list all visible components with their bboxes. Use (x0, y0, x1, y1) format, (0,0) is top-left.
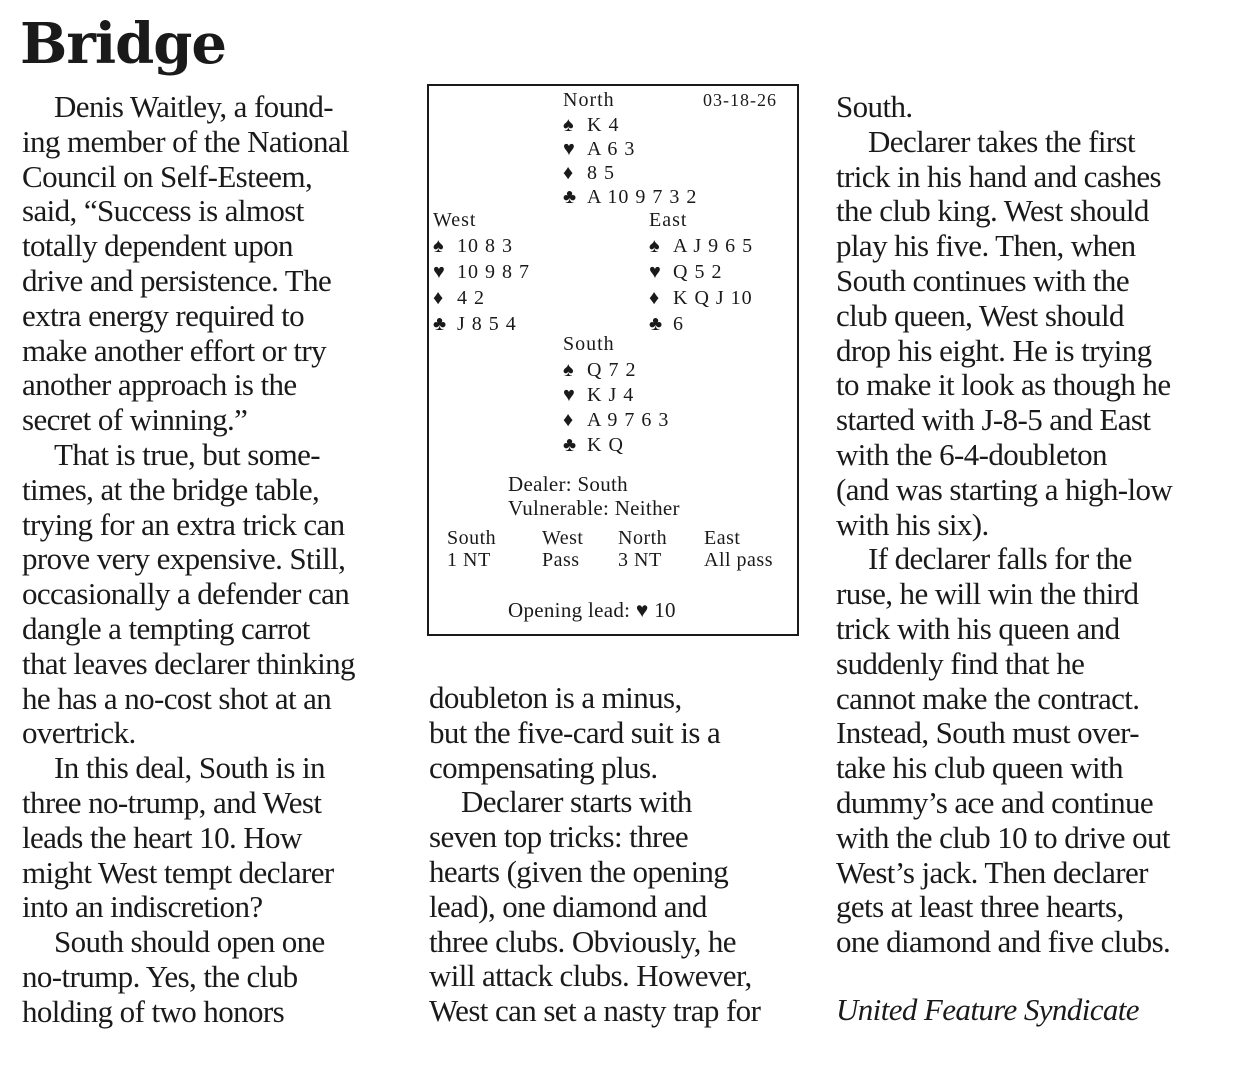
text-line: but the five-card suit is a (429, 714, 721, 750)
spade-icon: ♠ (649, 235, 660, 257)
north-spades-cards: K 4 (587, 114, 620, 136)
north-hearts (563, 137, 635, 161)
auction-bid: 1 NT (447, 549, 491, 571)
west-label: West (433, 209, 477, 231)
diamond-icon: ♦ (563, 409, 574, 431)
text-line: That is true, but some- (54, 436, 321, 472)
text-line: club queen, West should (836, 297, 1124, 333)
opening-lead-label: Opening lead: (508, 598, 631, 622)
text-line: suddenly find that he (836, 645, 1085, 681)
text-line: three no-trump, and West (22, 784, 322, 820)
text-line: dangle a tempting carrot (22, 610, 310, 646)
deal-date: 03-18-26 (703, 90, 777, 110)
text-line: said, “Success is almost (22, 193, 304, 229)
dealer-info: Dealer: South (508, 472, 628, 496)
east-hearts-cards: Q 5 2 (673, 261, 723, 283)
text-line: trick with his queen and (836, 610, 1120, 646)
south-label: South (563, 333, 615, 355)
north-diamonds (563, 161, 615, 185)
south-clubs (563, 433, 624, 457)
text-line: another approach is the (22, 367, 297, 403)
bridge-deal-diagram (427, 84, 799, 636)
diamond-icon: ♦ (433, 287, 444, 309)
text-line: drive and persistence. The (22, 262, 332, 298)
text-line: hearts (given the opening (429, 853, 729, 889)
west-clubs (433, 312, 517, 336)
page-title: Bridge (20, 11, 227, 77)
south-hearts-cards: K J 4 (587, 384, 635, 406)
east-clubs-cards: 6 (673, 313, 684, 335)
text-line: trick in his hand and cashes (836, 158, 1161, 194)
east-spades-cards: A J 9 6 5 (673, 235, 754, 257)
text-line: the club king. West should (836, 193, 1149, 229)
south-hearts (563, 383, 634, 407)
text-line: that leaves declarer thinking (22, 645, 355, 681)
text-line: Council on Self-Esteem, (22, 158, 313, 194)
heart-icon: ♥ (649, 261, 661, 283)
south-clubs-cards: K Q (587, 434, 624, 456)
text-line: with his six). (836, 506, 989, 542)
text-line: Declarer takes the first (868, 123, 1136, 159)
text-line: gets at least three hearts, (836, 889, 1124, 925)
text-line: with the 6-4-doubleton (836, 436, 1107, 472)
east-diamonds-cards: K Q J 10 (673, 287, 753, 309)
text-line: times, at the bridge table, (22, 471, 320, 507)
auction-header-south: South (447, 527, 497, 549)
east-spades (649, 234, 753, 258)
north-clubs-cards: A 10 9 7 3 2 (587, 186, 698, 208)
text-line: compensating plus. (429, 749, 658, 785)
west-clubs-cards: J 8 5 4 (457, 313, 517, 335)
auction-header-west: West (542, 527, 584, 549)
north-label: North (563, 89, 615, 111)
east-hearts (649, 260, 722, 284)
auction-bid: Pass (542, 549, 580, 571)
text-line: make another effort or try (22, 332, 327, 368)
text-line: to make it look as though he (836, 367, 1171, 403)
club-icon: ♣ (563, 186, 577, 208)
text-line: started with J-8-5 and East (836, 402, 1151, 438)
text-line: one diamond and five clubs. (836, 924, 1171, 960)
club-icon: ♣ (563, 434, 577, 456)
text-line: secret of winning.” (22, 402, 248, 438)
text-line: In this deal, South is in (54, 750, 325, 786)
text-line: (and was starting a high-low (836, 471, 1173, 507)
text-line: South continues with the (836, 262, 1129, 298)
spade-icon: ♠ (563, 359, 574, 381)
north-hearts-cards: A 6 3 (587, 138, 636, 160)
west-spades (433, 234, 513, 258)
text-line: Denis Waitley, a found- (54, 89, 333, 124)
text-line: occasionally a defender can (22, 576, 350, 612)
text-line: South should open one (54, 924, 325, 960)
text-line: no-trump. Yes, the club (22, 958, 298, 994)
east-clubs (649, 312, 684, 336)
east-diamonds (649, 286, 753, 310)
club-icon: ♣ (649, 313, 663, 335)
auction-bid: All pass (704, 549, 773, 571)
south-spades (563, 358, 636, 382)
diamond-icon: ♦ (649, 287, 660, 309)
club-icon: ♣ (433, 313, 447, 335)
west-diamonds (433, 286, 485, 310)
article-column-3 (836, 90, 1172, 995)
auction-bid: 3 NT (618, 549, 662, 571)
text-line: take his club queen with (836, 750, 1123, 786)
auction-header-north: North (618, 527, 668, 549)
text-line: totally dependent upon (22, 228, 293, 264)
north-clubs (563, 185, 697, 209)
north-spades (563, 113, 619, 137)
heart-icon: ♥ (635, 598, 649, 622)
spade-icon: ♠ (563, 114, 574, 136)
auction-header-east: East (704, 527, 741, 549)
diamond-icon: ♦ (563, 162, 574, 184)
text-line: prove very expensive. Still, (22, 541, 346, 577)
article-column-2 (429, 681, 760, 1029)
west-hearts-cards: 10 9 8 7 (457, 261, 530, 283)
north-diamonds-cards: 8 5 (587, 162, 615, 184)
west-spades-cards: 10 8 3 (457, 235, 513, 257)
text-line: drop his eight. He is trying (836, 332, 1152, 368)
text-line: three clubs. Obviously, he (429, 923, 736, 959)
heart-icon: ♥ (563, 138, 575, 160)
text-line: ruse, he will win the third (836, 576, 1139, 612)
opening-lead (508, 598, 676, 622)
text-line: cannot make the contract. (836, 680, 1140, 716)
text-line: If declarer falls for the (868, 541, 1132, 577)
south-diamonds-cards: A 9 7 6 3 (587, 409, 670, 431)
text-line: West’s jack. Then declarer (836, 854, 1148, 890)
article-column-1 (22, 90, 355, 1030)
text-line: ing member of the National (22, 123, 350, 159)
text-line: extra energy required to (22, 297, 304, 333)
text-line: holding of two honors (22, 993, 285, 1029)
text-line: West can set a nasty trap for (429, 993, 761, 1029)
text-line: doubleton is a minus, (429, 680, 682, 715)
text-line (836, 960, 1172, 995)
text-line: Declarer starts with (461, 784, 692, 820)
heart-icon: ♥ (563, 384, 575, 406)
west-diamonds-cards: 4 2 (457, 287, 485, 309)
heart-icon: ♥ (433, 261, 445, 283)
text-line: trying for an extra trick can (22, 506, 345, 542)
vulnerability-info: Vulnerable: Neither (508, 496, 680, 520)
south-spades-cards: Q 7 2 (587, 359, 637, 381)
text-line: seven top tricks: three (429, 819, 689, 855)
text-line: might West tempt declarer (22, 854, 334, 890)
south-diamonds (563, 408, 669, 432)
text-line: will attack clubs. However, (429, 958, 752, 994)
east-label: East (649, 209, 688, 231)
opening-lead-card: 10 (654, 598, 676, 622)
text-line: lead), one diamond and (429, 888, 707, 924)
text-line: leads the heart 10. How (22, 819, 302, 855)
syndicate-credit: United Feature Syndicate (836, 992, 1139, 1027)
text-line: Instead, South must over- (836, 715, 1139, 751)
text-line: South. (836, 89, 913, 124)
text-line: dummy’s ace and continue (836, 784, 1154, 820)
west-hearts (433, 260, 530, 284)
spade-icon: ♠ (433, 235, 444, 257)
text-line: play his five. Then, when (836, 228, 1136, 264)
text-line: he has a no-cost shot at an (22, 680, 332, 716)
text-line: with the club 10 to drive out (836, 819, 1170, 855)
text-line: overtrick. (22, 715, 136, 751)
text-line: into an indiscretion? (22, 889, 263, 925)
